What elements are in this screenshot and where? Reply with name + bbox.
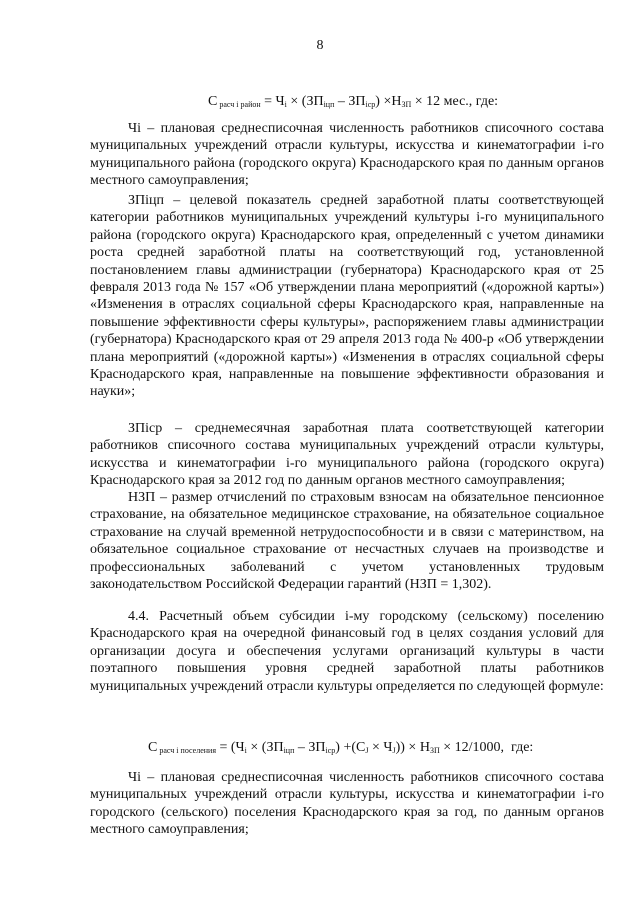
definition-target-salary: ЗПiцп – целевой показатель средней заработной платы соответствующей категории работников муниципальных учреждений культуры i-го муниципального района (городского округа) Краснодарского края, определенный с учетом динамики роста средней заработной платы на соответствующий год, установленной постановлением главы администрации (губернатора) Краснодарского края от 25 февраля 2013 года № 157 «Об утверждении плана мероприятий («дорожной карты») «Изменения в отраслях социальной сферы Краснодарского края, направленные на повышение эффективности сферы культуры», распоряжением главы администрации (губернатора) Краснодарского края от 29 апреля 2013 года № 400-р «Об утверждении плана мероприятий («дорожной карты») «Изменения в отраслях социальной сферы Краснодарского края, направленные на повышение эффективности образования и науки»; <box>90 193 604 400</box>
definition-chi-settlement: Чi – плановая среднесписочная численность работников списочного состава муниципальных учреждений отрасли культуры, искусства и кинематографии i-го городского (сельского) поселения Краснодарского края за год, по данным органов местного самоуправления; <box>90 770 604 838</box>
page-number: 8 <box>316 38 324 53</box>
formula-settlement-subsidy: С $_{расч i поселения} = (Ч_i \times (ЗП_{iцп} - ЗП_{icp}) +(С_J \times Ч_J)) \times Н_{ЗП} \times 12/1000$, где: <box>148 740 534 755</box>
section-4-4-paragraph: 4.4. Расчетный объем субсидии i-му городскому (сельскому) поселению Краснодарского края на очередной финансовый год в целях создания условий для организации досуга и обеспечения услугами организаций культуры в части поэтапного повышения уровня средней заработной платы работников муниципальных учреждений отрасли культуры определяется по следующей формуле: <box>90 609 604 694</box>
definition-average-salary: ЗПicp – среднемесячная заработная плата соответствующей категории работников списочного состава муниципальных учреждений отрасли культуры, искусства и кинематографии i-го муниципального района (городского округа) Краснодарского края за 2012 год по данным органов местного самоуправления; <box>90 421 604 489</box>
definition-chi-district: Чi – плановая среднесписочная численность работников списочного состава муниципальных учреждений отрасли культуры, искусства и кинематографии i-го муниципального района (городского округа) Краснодарского края по данным органов местного самоуправления; <box>90 121 604 189</box>
definition-insurance-rate: НЗП – размер отчислений по страховым взносам на обязательное пенсионное страхование, на обязательное медицинское страхование, на обязательное социальное страхование на случай временной нетрудоспособности и в связи с материнством, на обязательное социальное страхование от несчастных случаев на производстве и профессиональных заболеваний с учетом установленных трудовым законодательством Российской Федерации гарантий (НЗП = 1,302). <box>90 490 604 593</box>
formula-district-subsidy: С $_{расч i район} = Ч_i \times (ЗП_{iцп} - ЗП_{icp}) \times Н_{ЗП} \times 12$ мес., где: <box>208 94 499 109</box>
